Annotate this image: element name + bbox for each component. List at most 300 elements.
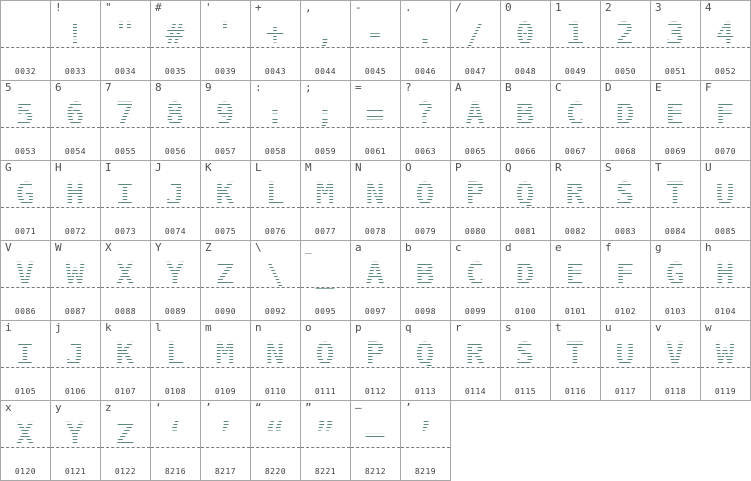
baseline-guide (101, 367, 150, 368)
glyph-label: 3 (655, 1, 662, 14)
glyph-cell (51, 321, 101, 401)
glyph-sample: Q (516, 177, 535, 212)
baseline-guide (1, 287, 50, 288)
glyph-label: , (305, 1, 312, 14)
baseline-guide (551, 47, 600, 48)
glyph-sample-area (1, 97, 50, 132)
glyph-code: 0116 (564, 387, 587, 396)
glyph-cell (251, 161, 301, 241)
glyph-sample: L (266, 177, 285, 212)
glyph-sample-area (201, 337, 250, 372)
glyph-sample-area (251, 97, 300, 132)
glyph-sample: ” (316, 417, 335, 452)
glyph-code: 0114 (464, 387, 487, 396)
glyph-sample-area (601, 177, 650, 212)
glyph-label: U (705, 161, 712, 174)
glyph-cell (451, 321, 501, 401)
glyph-code: 0077 (314, 227, 337, 236)
glyph-code: 0058 (264, 147, 287, 156)
glyph-cell (551, 161, 601, 241)
glyph-cell (101, 81, 151, 161)
glyph-sample-area (301, 337, 350, 372)
glyph-cell (601, 81, 651, 161)
glyph-sample-area (551, 17, 600, 52)
glyph-label: 7 (105, 81, 112, 94)
baseline-guide (701, 47, 750, 48)
glyph-code: 0034 (114, 67, 137, 76)
glyph-cell (551, 321, 601, 401)
glyph-cell (1, 241, 51, 321)
glyph-cell (1, 1, 51, 81)
glyph-code: 8221 (314, 467, 337, 476)
glyph-label: j (55, 321, 62, 334)
baseline-guide (551, 127, 600, 128)
baseline-guide (651, 127, 700, 128)
glyph-code: 0081 (514, 227, 537, 236)
glyph-sample: I (116, 177, 135, 212)
glyph-cell (201, 161, 251, 241)
glyph-sample-area (601, 97, 650, 132)
glyph-cell (501, 241, 551, 321)
glyph-label: O (405, 161, 412, 174)
glyph-cell (501, 81, 551, 161)
baseline-guide (351, 127, 400, 128)
glyph-label: B (505, 81, 512, 94)
glyph-label: 0 (505, 1, 512, 14)
glyph-sample: 4 (716, 17, 735, 52)
glyph-cell (1, 161, 51, 241)
glyph-sample-area (651, 97, 700, 132)
glyph-code: 0122 (114, 467, 137, 476)
glyph-label: J (155, 161, 162, 174)
baseline-guide (101, 447, 150, 448)
glyph-sample: Y (166, 257, 185, 292)
glyph-label: x (5, 401, 12, 414)
glyph-label: : (255, 81, 262, 94)
glyph-code: 0032 (14, 67, 37, 76)
glyph-sample: = (366, 97, 385, 132)
glyph-cell (51, 241, 101, 321)
glyph-label: L (255, 161, 262, 174)
glyph-sample-area (501, 177, 550, 212)
glyph-cell (101, 321, 151, 401)
glyph-code: 0112 (364, 387, 387, 396)
glyph-sample: J (66, 337, 85, 372)
glyph-code: 0073 (114, 227, 137, 236)
glyph-cell (151, 401, 201, 481)
glyph-label: h (705, 241, 712, 254)
glyph-code: 0071 (14, 227, 37, 236)
glyph-sample-area (401, 97, 450, 132)
glyph-sample-area (601, 337, 650, 372)
glyph-sample-area (351, 417, 400, 452)
baseline-guide (401, 127, 450, 128)
glyph-code: 0119 (714, 387, 737, 396)
glyph-sample: V (666, 337, 685, 372)
glyph-sample-area (1, 417, 50, 452)
glyph-sample: “ (266, 417, 285, 452)
glyph-sample: ? (416, 97, 435, 132)
glyph-code: 0090 (214, 307, 237, 316)
glyph-sample: ’ (216, 417, 235, 452)
glyph-sample-area (151, 337, 200, 372)
glyph-cell (701, 81, 751, 161)
baseline-guide (1, 47, 50, 48)
glyph-sample: S (616, 177, 635, 212)
glyph-sample: W (716, 337, 735, 372)
glyph-label: " (105, 1, 112, 14)
glyph-cell (101, 241, 151, 321)
glyph-cell (351, 1, 401, 81)
glyph-code: 0048 (514, 67, 537, 76)
glyph-sample: T (666, 177, 685, 212)
glyph-sample-area (451, 257, 500, 292)
glyph-cell (1, 321, 51, 401)
glyph-cell (201, 401, 251, 481)
glyph-sample-area (251, 337, 300, 372)
glyph-sample-area (451, 337, 500, 372)
glyph-code: 0097 (364, 307, 387, 316)
glyph-sample: 5 (16, 97, 35, 132)
glyph-sample: U (716, 177, 735, 212)
glyph-sample: Q (416, 337, 435, 372)
glyph-label: y (55, 401, 62, 414)
baseline-guide (101, 207, 150, 208)
glyph-code: 0088 (114, 307, 137, 316)
glyph-sample: N (266, 337, 285, 372)
glyph-code: 0082 (564, 227, 587, 236)
baseline-guide (651, 287, 700, 288)
glyph-cell (601, 321, 651, 401)
glyph-label: t (555, 321, 562, 334)
glyph-sample: , (316, 17, 335, 52)
glyph-cell (201, 241, 251, 321)
baseline-guide (151, 447, 200, 448)
glyph-cell (401, 1, 451, 81)
glyph-code: 0052 (714, 67, 737, 76)
baseline-guide (501, 127, 550, 128)
glyph-label: - (355, 1, 362, 14)
glyph-code: 0039 (214, 67, 237, 76)
baseline-guide (101, 47, 150, 48)
glyph-sample-area (151, 177, 200, 212)
glyph-sample: O (316, 337, 335, 372)
glyph-sample-area (651, 177, 700, 212)
glyph-code: 0063 (414, 147, 437, 156)
glyph-code: 0080 (464, 227, 487, 236)
glyph-label: F (705, 81, 712, 94)
glyph-cell (51, 1, 101, 81)
glyph-code: 0083 (614, 227, 637, 236)
baseline-guide (51, 207, 100, 208)
glyph-label: w (705, 321, 712, 334)
baseline-guide (401, 287, 450, 288)
glyph-cell (701, 241, 751, 321)
glyph-sample-area (601, 17, 650, 52)
glyph-cell (51, 401, 101, 481)
glyph-cell (701, 321, 751, 401)
glyph-sample: R (566, 177, 585, 212)
glyph-sample-area (501, 17, 550, 52)
baseline-guide (651, 367, 700, 368)
glyph-cell (351, 321, 401, 401)
glyph-label: 2 (605, 1, 612, 14)
glyph-sample: Z (216, 257, 235, 292)
baseline-guide (301, 447, 350, 448)
baseline-guide (251, 207, 300, 208)
glyph-sample-area (701, 17, 750, 52)
glyph-sample-area (51, 17, 100, 52)
glyph-sample-area (651, 17, 700, 52)
glyph-code: 0086 (14, 307, 37, 316)
glyph-sample-area (651, 337, 700, 372)
glyph-label: 4 (705, 1, 712, 14)
glyph-label: \ (255, 241, 262, 254)
glyph-cell (551, 1, 601, 81)
glyph-code: 0115 (514, 387, 537, 396)
glyph-sample: 8 (166, 97, 185, 132)
glyph-cell (351, 161, 401, 241)
glyph-label: ? (405, 81, 412, 94)
glyph-label: 6 (55, 81, 62, 94)
glyph-sample-area (1, 19, 50, 49)
glyph-sample-area (101, 337, 150, 372)
glyph-cell (151, 321, 201, 401)
glyph-sample-area (151, 417, 200, 452)
baseline-guide (51, 127, 100, 128)
glyph-sample-area (351, 17, 400, 52)
baseline-guide (451, 47, 500, 48)
glyph-sample-area (301, 17, 350, 52)
baseline-guide (601, 287, 650, 288)
glyph-code: 0110 (264, 387, 287, 396)
baseline-guide (601, 367, 650, 368)
baseline-guide (201, 47, 250, 48)
glyph-label: A (455, 81, 462, 94)
glyph-code: 0033 (64, 67, 87, 76)
baseline-guide (401, 447, 450, 448)
glyph-sample: T (566, 337, 585, 372)
glyph-sample-area (401, 17, 450, 52)
glyph-label: o (305, 321, 312, 334)
glyph-sample-area (201, 17, 250, 52)
glyph-code: 0085 (714, 227, 737, 236)
glyph-cell (401, 321, 451, 401)
glyph-label: V (5, 241, 12, 254)
glyph-code: 0109 (214, 387, 237, 396)
glyph-code: 0078 (364, 227, 387, 236)
baseline-guide (401, 207, 450, 208)
glyph-sample-area (351, 97, 400, 132)
glyph-code: 0101 (564, 307, 587, 316)
baseline-guide (551, 287, 600, 288)
glyph-label: . (405, 1, 412, 14)
baseline-guide (651, 207, 700, 208)
glyph-label: S (605, 161, 612, 174)
glyph-label: g (655, 241, 662, 254)
baseline-guide (551, 367, 600, 368)
glyph-label: 8 (155, 81, 162, 94)
glyph-sample: A (466, 97, 485, 132)
glyph-sample: _ (316, 257, 335, 292)
glyph-sample: 0 (516, 17, 535, 52)
glyph-sample-area (451, 177, 500, 212)
glyph-label: Q (505, 161, 512, 174)
baseline-guide (351, 47, 400, 48)
baseline-guide (351, 287, 400, 288)
glyph-sample: # (166, 17, 185, 52)
glyph-label: ’ (405, 401, 412, 414)
glyph-sample: " (116, 17, 135, 52)
glyph-code: 0084 (664, 227, 687, 236)
glyph-code: 0092 (264, 307, 287, 316)
glyph-code: 0089 (164, 307, 187, 316)
baseline-guide (701, 287, 750, 288)
glyph-sample-area (51, 97, 100, 132)
glyph-sample: K (216, 177, 235, 212)
glyph-sample-area (1, 337, 50, 372)
baseline-guide (201, 207, 250, 208)
glyph-sample-area (251, 17, 300, 52)
glyph-code: 0047 (464, 67, 487, 76)
glyph-label: z (105, 401, 112, 414)
glyph-sample: C (566, 97, 585, 132)
glyph-sample-area (51, 417, 100, 452)
glyph-code: 0075 (214, 227, 237, 236)
baseline-guide (451, 367, 500, 368)
glyph-code: 0066 (514, 147, 537, 156)
glyph-cell (251, 241, 301, 321)
glyph-sample: P (366, 337, 385, 372)
glyph-cell (251, 401, 301, 481)
glyph-cell (1, 81, 51, 161)
glyph-sample-area (501, 337, 550, 372)
glyph-cell (601, 241, 651, 321)
glyph-cell (101, 1, 151, 81)
glyph-code: 0074 (164, 227, 187, 236)
baseline-guide (601, 127, 650, 128)
glyph-label: _ (305, 241, 312, 254)
glyph-cell (351, 81, 401, 161)
glyph-sample: L (166, 337, 185, 372)
glyph-cell (551, 81, 601, 161)
glyph-label: i (5, 321, 12, 334)
glyph-cell (251, 321, 301, 401)
glyph-label: ! (55, 1, 62, 14)
glyph-label: D (605, 81, 612, 94)
glyph-code: 0045 (364, 67, 387, 76)
glyph-sample-area (51, 257, 100, 292)
baseline-guide (1, 447, 50, 448)
glyph-sample-area (201, 417, 250, 452)
glyph-sample: ! (66, 17, 85, 52)
glyph-code: 0054 (64, 147, 87, 156)
glyph-cell (301, 81, 351, 161)
glyph-label: f (605, 241, 612, 254)
baseline-guide (51, 447, 100, 448)
glyph-sample: R (466, 337, 485, 372)
glyph-sample: U (616, 337, 635, 372)
glyph-cell (651, 321, 701, 401)
glyph-sample-area (101, 97, 150, 132)
baseline-guide (701, 127, 750, 128)
glyph-cell (501, 161, 551, 241)
baseline-guide (201, 447, 250, 448)
glyph-code: 0055 (114, 147, 137, 156)
glyph-sample-area (701, 337, 750, 372)
glyph-label: a (355, 241, 362, 254)
glyph-sample-area (551, 257, 600, 292)
glyph-sample-area (101, 257, 150, 292)
glyph-sample: : (266, 97, 285, 132)
glyph-label: u (605, 321, 612, 334)
glyph-sample: K (116, 337, 135, 372)
glyph-sample: V (16, 257, 35, 292)
baseline-guide (151, 127, 200, 128)
glyph-code: 8216 (164, 467, 187, 476)
glyph-code: 0043 (264, 67, 287, 76)
glyph-code: 0061 (364, 147, 387, 156)
glyph-sample-area (701, 257, 750, 292)
glyph-cell (151, 81, 201, 161)
glyph-label: b (405, 241, 412, 254)
glyph-cell (651, 81, 701, 161)
glyph-code: 8219 (414, 467, 437, 476)
glyph-label: c (455, 241, 462, 254)
glyph-sample-area (1, 177, 50, 212)
glyph-sample-area (651, 257, 700, 292)
glyph-sample: X (116, 257, 135, 292)
glyph-sample-area (101, 417, 150, 452)
baseline-guide (251, 447, 300, 448)
glyph-cell (601, 161, 651, 241)
baseline-guide (451, 207, 500, 208)
glyph-sample: W (66, 257, 85, 292)
glyph-sample: / (466, 17, 485, 52)
glyph-label: k (105, 321, 112, 334)
glyph-cell (651, 241, 701, 321)
glyph-sample-area (51, 337, 100, 372)
glyph-label: K (205, 161, 212, 174)
glyph-code: 0056 (164, 147, 187, 156)
glyph-code: 0100 (514, 307, 537, 316)
glyph-label: E (655, 81, 662, 94)
glyph-label: s (505, 321, 512, 334)
glyph-sample-area (701, 97, 750, 132)
glyph-cell (301, 241, 351, 321)
glyph-code: 0121 (64, 467, 87, 476)
glyph-cell (651, 1, 701, 81)
glyph-sample: C (466, 257, 485, 292)
glyph-cell (451, 161, 501, 241)
glyph-sample-area (201, 257, 250, 292)
glyph-cell (301, 401, 351, 481)
glyph-sample: E (566, 257, 585, 292)
glyph-cell (51, 81, 101, 161)
glyph-cell (451, 241, 501, 321)
glyph-code: 0067 (564, 147, 587, 156)
glyph-sample-area (201, 97, 250, 132)
glyph-code: 0051 (664, 67, 687, 76)
glyph-sample: ' (216, 17, 235, 52)
glyph-code: 0104 (714, 307, 737, 316)
glyph-cell (201, 81, 251, 161)
glyph-sample: A (366, 257, 385, 292)
baseline-guide (301, 287, 350, 288)
glyph-label: n (255, 321, 262, 334)
baseline-guide (151, 367, 200, 368)
glyph-cell (651, 161, 701, 241)
